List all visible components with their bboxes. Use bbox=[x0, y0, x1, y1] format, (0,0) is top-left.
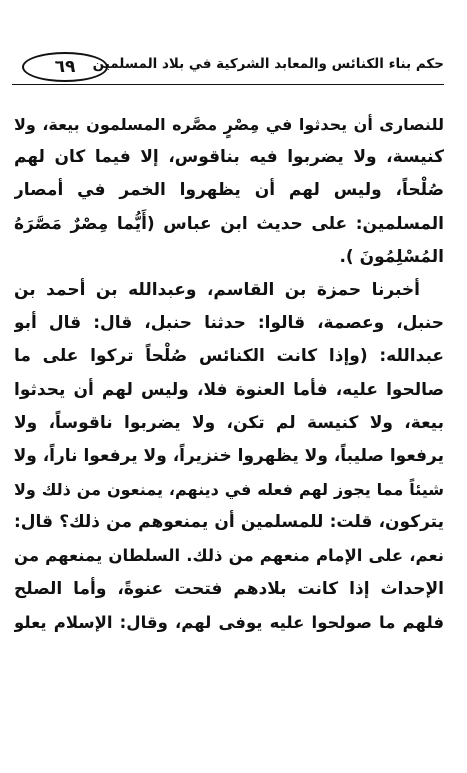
text-line: نعم، على الإمام منعهم من ذلك. السلطان يمنعهم من bbox=[14, 546, 444, 566]
text-line: بيعة، ولا كنيسة لم تكن، ولا يضربوا ناقوساً، ولا bbox=[14, 412, 444, 433]
text-line: حنبل، وعصمة، قالوا: حدثنا حنبل، قال: قال أبو bbox=[14, 313, 444, 334]
page-number: ٦٩ bbox=[54, 57, 76, 77]
text-line: صالحوا عليه، فأما العنوة فلا، وليس لهم أن يحدثوا bbox=[14, 379, 444, 400]
text-line: الإحداث إذا كانت بلادهم فتحت عنوةً، وأما الصلح bbox=[14, 578, 444, 599]
header-divider bbox=[12, 84, 444, 85]
paragraph-2-continued bbox=[14, 307, 444, 639]
text-line: عبدالله: (وإذا كانت الكنائس صُلْحاً تركوا على ما bbox=[14, 346, 444, 367]
text-line: كنيسة، ولا يضربوا فيه بناقوس، إلا فيما كان لهم bbox=[14, 147, 444, 168]
page-header bbox=[12, 50, 444, 82]
body-text bbox=[14, 108, 444, 639]
text-line: شيئاً مما يجوز لهم فعله في دينهم، يمنعون من ذلك ولا bbox=[14, 480, 444, 500]
paragraph-1 bbox=[14, 108, 444, 274]
running-title: حكم بناء الكنائس والمعابد الشركية في بلاد المسلمين bbox=[92, 56, 444, 72]
text-line: المُسْلِمُونَ ). bbox=[339, 246, 444, 267]
text-line: أخبرنا حمزة بن القاسم، وعبدالله بن أحمد بن bbox=[14, 279, 420, 300]
text-line: فلهم ما صولحوا عليه يوفى لهم، وقال: الإسلام يعلو bbox=[14, 612, 444, 632]
paragraph-2 bbox=[14, 274, 444, 307]
text-line: المسلمين: على حديث ابن عباس (أَيُّما مِصْرٌ مَصَّرَهُ bbox=[14, 213, 444, 234]
text-line: للنصارى أن يحدثوا في مِصْرٍ مصَّره المسلمون بيعة، ولا bbox=[14, 115, 444, 134]
text-line: صُلْحاً، وليس لهم أن يظهروا الخمر في أمصار bbox=[14, 180, 444, 201]
text-line: يتركون، قلت: للمسلمين أن يمنعوهم من ذلك؟ قال: bbox=[14, 512, 444, 533]
text-line: يرفعوا صليباً، ولا يظهروا خنزيراً، ولا يرفعوا ناراً، ولا bbox=[14, 445, 444, 466]
